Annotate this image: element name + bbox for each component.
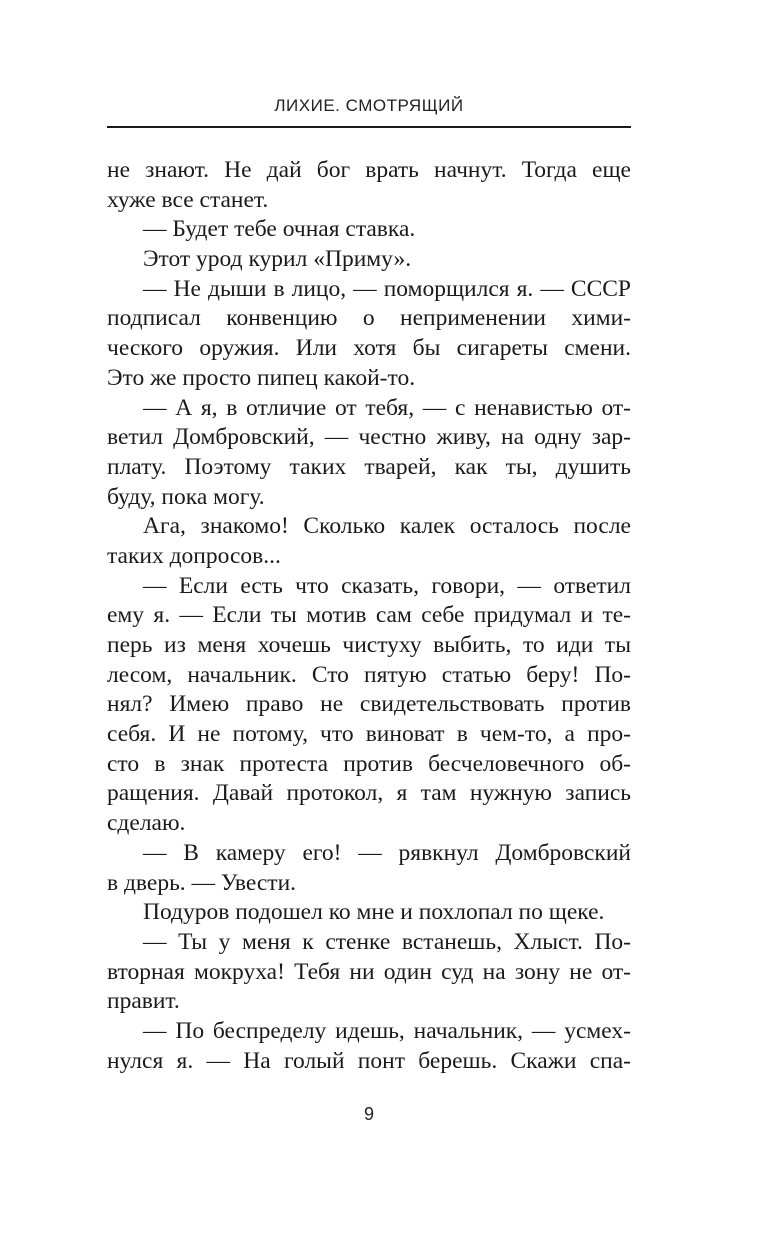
text-line: хуже все станет. <box>107 186 269 213</box>
text-line: Ага, знакомо! Сколько калек осталось после <box>143 513 631 540</box>
text-line: Подуров подошел ко мне и похлопал по щеке. <box>143 899 605 926</box>
running-head: ЛИХИЕ. СМОТРЯЩИЙ <box>274 96 464 115</box>
text-line: Этот урод курил «Приму». <box>143 246 412 273</box>
text-line: лесом, начальник. Сто пятую статью беру! По- <box>107 661 631 688</box>
text-line: — А я, в отличие от тебя, — с ненавистью от- <box>143 394 631 421</box>
text-line: сто в знак протеста против бесчеловечного об- <box>107 750 631 777</box>
text-line: — По беспределу идешь, начальник, — усмех- <box>143 1017 631 1044</box>
text-line: ему я. — Если ты мотив сам себе придумал и те- <box>107 602 631 629</box>
text-line: ветил Домбровский, — честно живу, на одну зар- <box>107 424 631 451</box>
text-line: буду, пока могу. <box>107 483 265 510</box>
page-number: 9 <box>363 1104 374 1124</box>
text-line: ческого оружия. Или хотя бы сигареты смени. <box>107 335 631 362</box>
text-line: сделаю. <box>107 810 186 837</box>
text-line: таких допросов... <box>107 542 281 569</box>
text-line: правит. <box>107 988 180 1015</box>
text-line: вторная мокруха! Тебя ни один суд на зону не от- <box>107 958 631 985</box>
text-line: — Ты у меня к стенке встанешь, Хлыст. По- <box>143 928 631 955</box>
text-line: — Не дыши в лицо, — поморщился я. — СССР <box>143 275 631 302</box>
text-line: себя. И не потому, что виноват в чем-то, а про- <box>107 721 631 748</box>
text-line: нулся я. — На голый понт берешь. Скажи спа- <box>107 1047 631 1074</box>
text-line: не знают. Не дай бог врать начнут. Тогда еще <box>107 157 631 183</box>
text-line: подписал конвенцию о неприменении хими- <box>107 305 631 332</box>
text-line: — В камеру его! — рявкнул Домбровский <box>143 839 631 866</box>
text-line: нял? Имею право не свидетельствовать против <box>107 691 631 718</box>
body-text <box>107 156 631 1076</box>
text-line: — Если есть что сказать, говори, — ответил <box>143 572 631 599</box>
text-line: Это же просто пипец какой-то. <box>107 364 416 391</box>
text-line: в дверь. — Увести. <box>107 869 297 896</box>
text-line: — Будет тебе очная ставка. <box>143 216 416 243</box>
header-rule <box>107 126 631 128</box>
text-line: перь из меня хочешь чистуху выбить, то иди ты <box>107 632 631 658</box>
text-line: ращения. Давай протокол, я там нужную запись <box>107 780 631 807</box>
text-line: плату. Поэтому таких тварей, как ты, душить <box>107 453 631 480</box>
